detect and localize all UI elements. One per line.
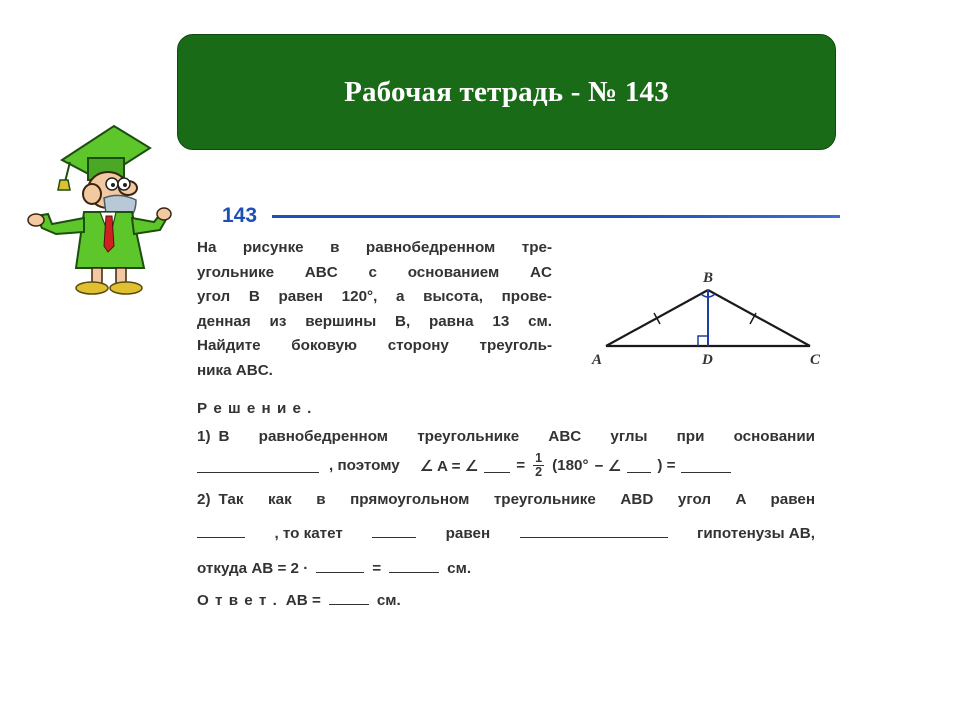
- angle-a-expr: ∠ A = ∠: [419, 457, 479, 475]
- step1-line1: [197, 428, 815, 445]
- step2-line1: [197, 491, 815, 508]
- step2-text3: гипотенузы AB,: [697, 525, 815, 542]
- step2-line3: [197, 558, 471, 577]
- step1-text-after-blank: , поэтому: [329, 457, 400, 474]
- banner-title: Рабочая тетрадь - № 143: [344, 75, 669, 108]
- paren-expr-close: ) =: [657, 457, 676, 474]
- equals-sign: =: [516, 457, 526, 474]
- label-d: D: [702, 352, 713, 368]
- answer-blank[interactable]: [389, 558, 439, 573]
- problem-line: угол B равен 120°, а высота, прове-: [197, 288, 552, 306]
- answer-blank[interactable]: [372, 523, 416, 538]
- label-a: A: [592, 352, 603, 368]
- step2-line3-text3: см.: [447, 560, 472, 577]
- label-c: C: [810, 352, 821, 368]
- problem-line: Найдите боковую сторону треуголь-: [197, 337, 552, 355]
- answer-blank[interactable]: [681, 458, 731, 473]
- title-banner: [177, 34, 836, 150]
- problem-line: ника ABC.: [197, 361, 273, 379]
- answer-label: О т в е т .: [197, 592, 278, 609]
- problem-line: На рисунке в равнобедренном тре-: [197, 239, 552, 256]
- fraction-numerator: 1: [535, 451, 543, 465]
- task-header: [222, 204, 842, 230]
- answer-line: [197, 590, 401, 609]
- problem-line: денная из вершины B, равна 13 см.: [197, 312, 552, 330]
- step2-text2: равен: [445, 525, 491, 542]
- professor-illustration: [22, 118, 172, 300]
- triangle-figure: [588, 262, 828, 382]
- task-number: 143: [222, 204, 258, 227]
- problem-statement: [197, 236, 552, 384]
- answer-blank[interactable]: [329, 590, 369, 605]
- answer-blank[interactable]: [627, 458, 651, 473]
- answer-text2: см.: [376, 592, 401, 609]
- side-bc: [708, 290, 810, 346]
- task-header-rule: [272, 215, 840, 218]
- answer-blank[interactable]: [316, 558, 364, 573]
- step2-number: 2): [197, 491, 211, 508]
- answer-blank[interactable]: [197, 523, 245, 538]
- step1-text: В равнобедренном треугольнике ABC углы при основании: [218, 428, 815, 445]
- answer-blank[interactable]: [520, 523, 668, 538]
- step1-number: 1): [197, 428, 211, 445]
- right-angle-mark: [698, 336, 708, 346]
- answer-blank[interactable]: [484, 458, 510, 473]
- fraction-denominator: 2: [535, 465, 543, 479]
- fraction-one-half: [533, 452, 544, 479]
- problem-line: угольнике ABC с основанием AC: [197, 263, 552, 281]
- step2-text1: , то катет: [274, 525, 343, 542]
- answer-text1: AB =: [285, 592, 321, 609]
- solution-heading: Р е ш е н и е .: [197, 400, 313, 417]
- step2-line2: [197, 523, 815, 542]
- paren-expr-open: (180°: [552, 457, 589, 474]
- label-b: B: [703, 270, 714, 286]
- step1-line2: [197, 452, 731, 479]
- step2-line3-text1: откуда AB = 2 ·: [197, 560, 309, 577]
- step2-text: Так как в прямоугольном треугольнике ABD угол A равен: [218, 491, 815, 508]
- answer-blank[interactable]: [197, 458, 319, 473]
- step2-line3-text2: =: [372, 560, 382, 577]
- minus-angle: − ∠: [594, 457, 622, 475]
